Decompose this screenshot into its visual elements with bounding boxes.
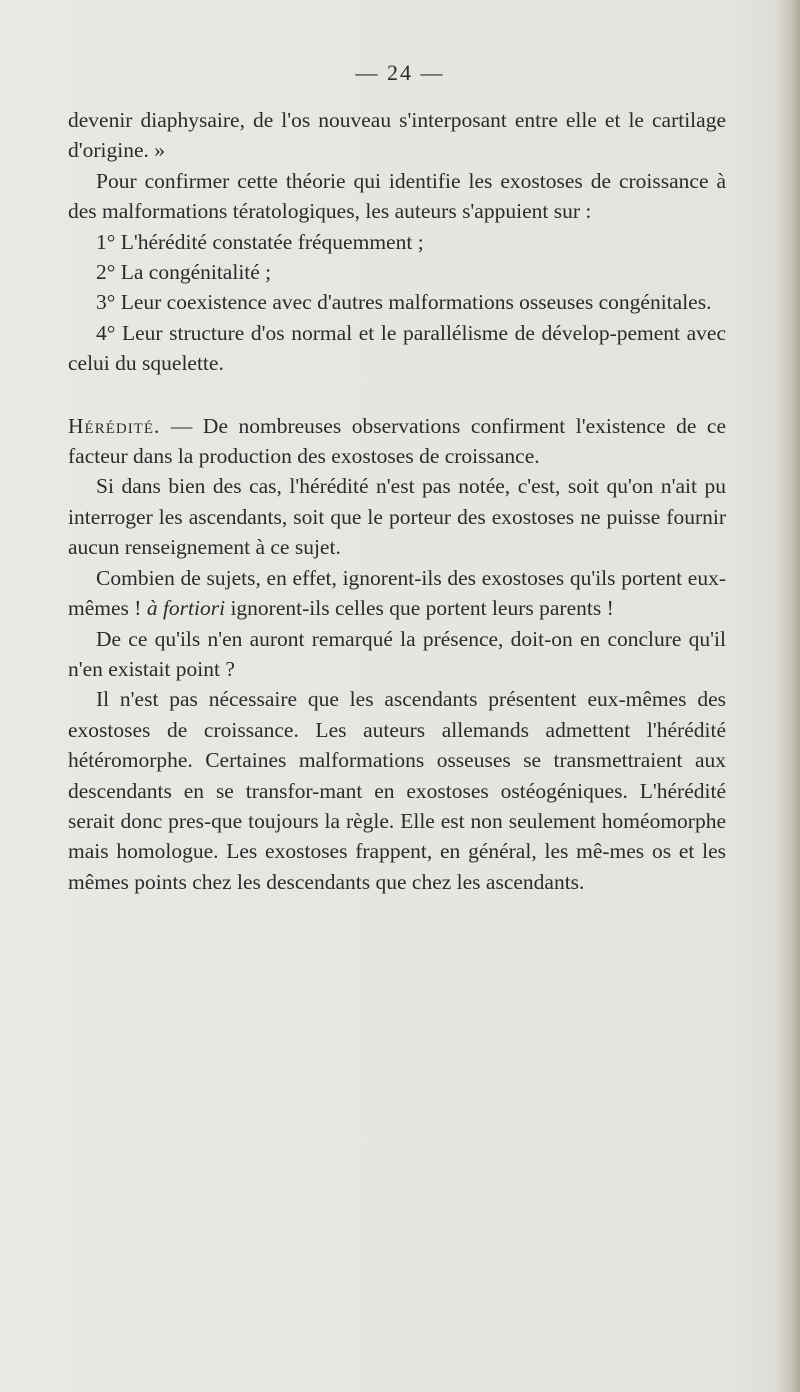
list-item-4: 4° Leur structure d'os normal et le parallélisme de dévelop-pement avec celui du squelette. (68, 320, 726, 376)
paragraph-combien (68, 563, 726, 624)
paragraph-il-nest: Il n'est pas nécessaire que les ascendants présentent eux-mêmes des exostoses de croissance. Les auteurs allemands admettent l'hérédité hétéromorphe. Certaines malformations osseuses se transmettraient aux descendants en se transfor-mant en exostoses ostéogéniques. L'hérédité serait donc pres-que toujours la règle. Elle est non seulement homéomorphe mais homologue. Les exostoses frappent, en général, les mê-mes os et les mêmes points chez les descendants que chez les ascendants. (68, 687, 726, 894)
list-item-3: 3° Leur coexistence avec d'autres malformations osseuses congénitales. (96, 290, 712, 315)
page-number: — 24 — (355, 60, 445, 85)
paragraph-heredite (68, 411, 726, 472)
paragraph-de-ce: De ce qu'ils n'en auront remarqué la présence, doit-on en conclure qu'il n'en existait point ? (68, 626, 726, 681)
list-item-2: 2° La congénitalité ; (96, 260, 272, 285)
combien-text-after: ignorent-ils celles que portent leurs parents ! (225, 596, 614, 621)
combien-italic: à fortiori (146, 596, 226, 621)
page-edge-shadow (774, 0, 800, 1392)
paragraph-si: Si dans bien des cas, l'hérédité n'est pas notée, c'est, soit qu'on n'ait pu interroger les ascendants, soit que le porteur des exostoses ne puisse fournir aucun renseignement à ce sujet. (68, 474, 726, 560)
section-heading: Hérédité. (68, 413, 161, 438)
section-intro: — De nombreuses observations confirment l'existence de ce facteur dans la production des exostoses de croissance. (68, 413, 726, 469)
paragraph-continuation: devenir diaphysaire, de l'os nouveau s'interposant entre elle et le cartilage d'origine. » (68, 108, 726, 163)
combien-text-before: Combien de sujets, en effet, ignorent-ils des exostoses qu'ils portent eux-mêmes ! (68, 565, 726, 621)
paragraph-theory: Pour confirmer cette théorie qui identifie les exostoses de croissance à des malformations tératologiques, les auteurs s'appuient sur : (68, 168, 726, 224)
body-text (68, 105, 726, 897)
list-item-1: 1° L'hérédité constatée fréquemment ; (96, 229, 424, 254)
